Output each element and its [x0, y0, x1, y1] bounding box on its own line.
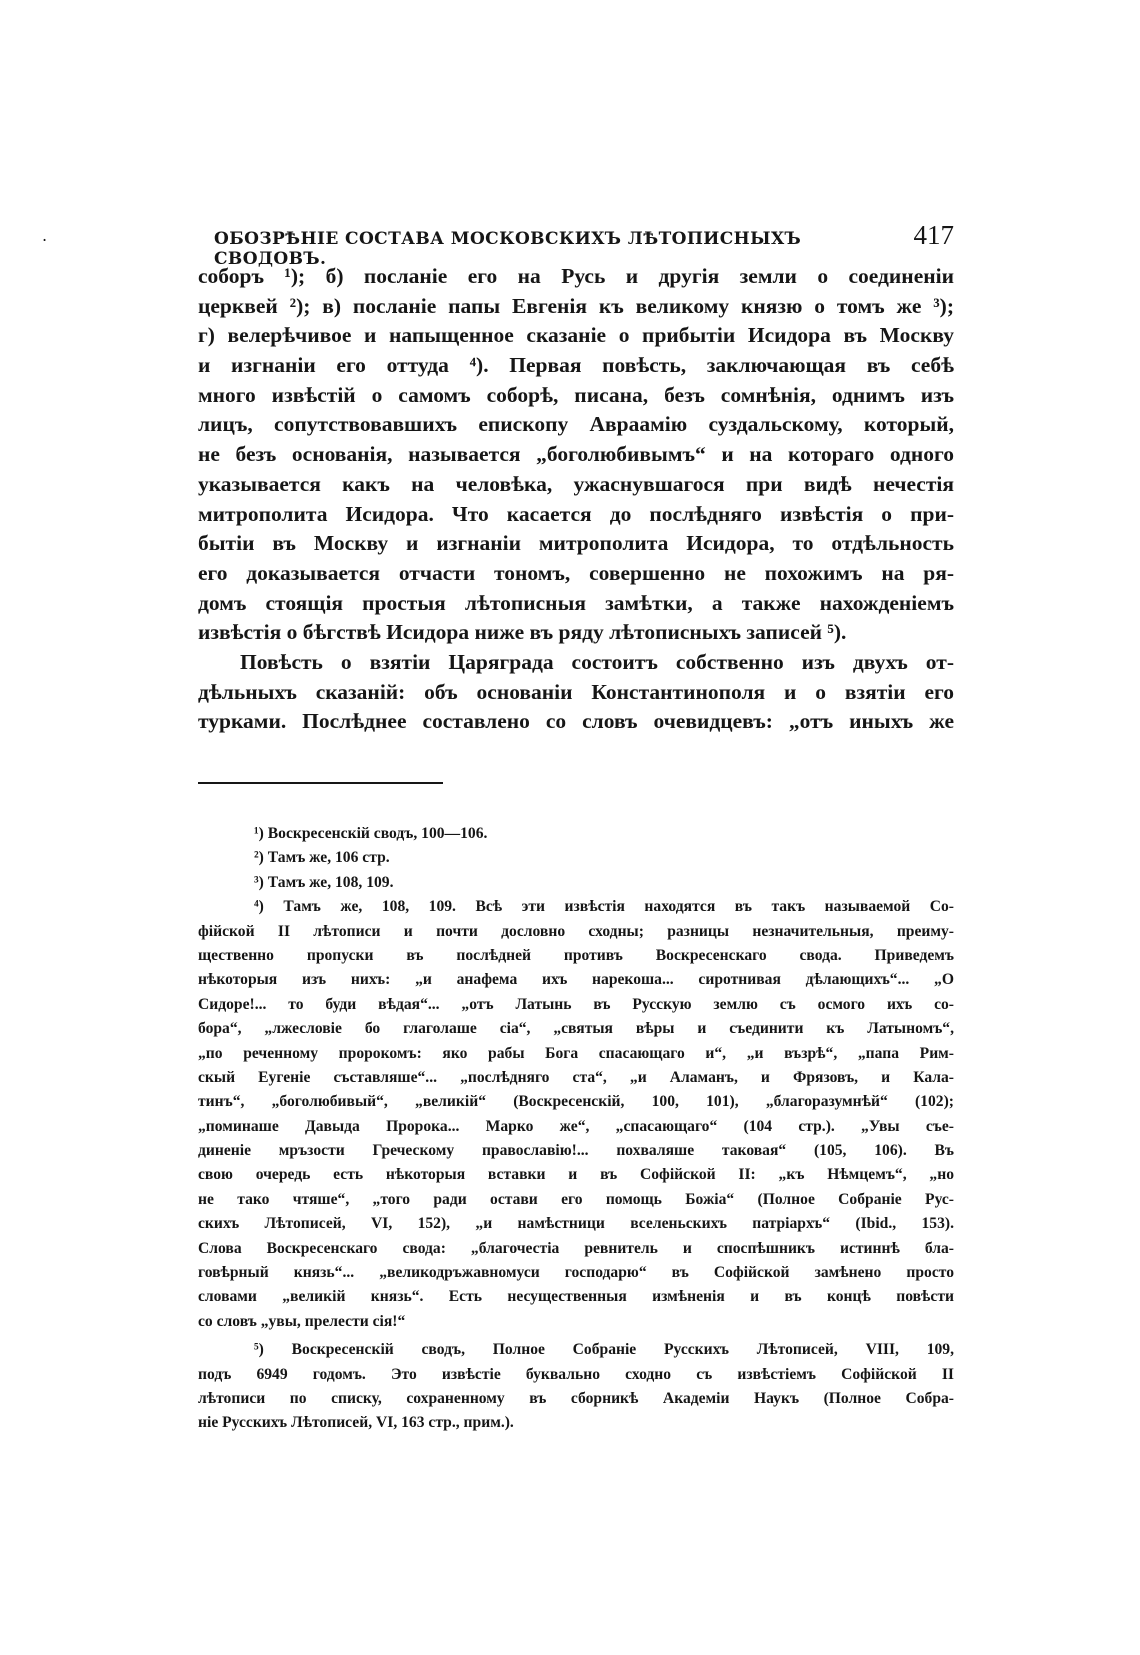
header-mark: .	[42, 226, 48, 245]
footnote-line: фійской II лѣтописи и почти дословно сходны; разницы незначительныя, преиму-	[198, 922, 954, 940]
text-line: указывается какъ на человѣка, ужаснувшагося при видѣ нечестія	[198, 471, 954, 496]
footnote-line: щественно пропуски въ послѣдней противъ Воскресенскаго свода. Приведемъ	[198, 946, 954, 964]
footnote-line: ⁵) Воскресенскій сводъ, Полное Собраніе Русскихъ Лѣтописей, VIII, 109,	[254, 1341, 954, 1359]
footnote-line: Слова Воскресенскаго свода: „благочестіа ревнитель и споспѣшникъ истиннѣ бла-	[198, 1239, 954, 1257]
footnote-line: свою очередь есть нѣкоторыя вставки и въ Софійской II: „къ Нѣмцемъ“, „но	[198, 1166, 954, 1184]
footnote-line: ніе Русскихъ Лѣтописей, VI, 163 стр., прим.).	[198, 1414, 514, 1432]
footnotes	[198, 822, 954, 1436]
footnote-line: ¹) Воскресенскій сводъ, 100—106.	[254, 825, 488, 842]
footnote-line: Сидоре!... то буди вѣдая“... „отъ Латынь въ Русскую землю съ осмого ихъ со-	[198, 995, 954, 1013]
text-line: не безъ основанія, называется „боголюбивымъ“ и на котораго одного	[198, 442, 954, 467]
text-line: и изгнаніи его оттуда ⁴). Первая повѣсть, заключающая въ себѣ	[198, 353, 954, 378]
footnote-line: лѣтописи по списку, сохраненному въ сборникѣ Академіи Наукъ (Полное Собра-	[198, 1389, 954, 1407]
footnote-line: не тако чтяше“, „того ради остави его помощь Божіа“ (Полное Собраніе Рус-	[198, 1190, 954, 1208]
footnote-line: ²) Тамъ же, 106 стр.	[254, 849, 390, 867]
text-line: митрополита Исидора. Что касается до послѣдняго извѣстія о при-	[198, 501, 954, 526]
text-line: домъ стоящія простыя лѣтописныя замѣтки, а также нахожденіемъ	[198, 590, 954, 615]
text-line: соборъ ¹); б) посланіе его на Русь и другія земли о соединеніи	[198, 264, 954, 288]
text-line: бытіи въ Москву и изгнаніи митрополита Исидора, то отдѣльность	[198, 531, 954, 556]
text-line: много извѣстій о самомъ соборѣ, писана, безъ сомнѣнія, однимъ изъ	[198, 382, 954, 407]
text-line: церквей ²); в) посланіе папы Евгенія къ великому князю о томъ же ³);	[198, 293, 954, 318]
footnote-line: ³) Тамъ же, 108, 109.	[254, 873, 394, 891]
footnote-line: скый Еугеніе съставляше“... „послѣдняго ста“, „и Аламанъ, и Фрязовъ, и Кала-	[198, 1068, 954, 1086]
footnote-line: говѣрный князь“... „великодръжавномуси господарю“ въ Софійской замѣнено просто	[198, 1264, 954, 1282]
footnote-line: ⁴) Тамъ же, 108, 109. Всѣ эти извѣстія находятся въ такъ называемой Со-	[254, 898, 954, 916]
footnote-line: подъ 6949 годомъ. Это извѣстіе буквально сходно съ извѣстіемъ Софійской II	[198, 1365, 954, 1383]
footnote-divider	[198, 782, 443, 784]
footnote-line: нѣкоторыя изъ нихъ: „и анафема ихъ нарекоша... сиротнивая дѣлающихъ“... „О	[198, 971, 954, 989]
text-line: Повѣсть о взятіи Царяграда состоитъ собственно изъ двухъ от-	[240, 649, 954, 674]
footnote-line: словами „великій князь“. Есть несущественныя измѣненія и въ концѣ повѣсти	[198, 1288, 954, 1306]
footnote-line: „поминаше Давыда Пророка... Марко же“, „спасающаго“ (104 стр.). „Увы съе-	[198, 1117, 954, 1135]
text-line: турками. Послѣднее составлено со словъ очевидцевъ: „отъ иныхъ же	[198, 709, 954, 734]
running-header	[198, 220, 954, 269]
running-header-title: ОБОЗРѢНІЕ СОСТАВА МОСКОВСКИХЪ ЛѢТОПИСНЫХЪ СВОДОВЪ.	[214, 229, 802, 269]
footnote-line: тинъ“, „боголюбивый“, „великій“ (Воскресенскій, 100, 101), „благоразумнѣй“ (102);	[198, 1093, 954, 1111]
footnote-line: „по реченному пророкомъ: яко рабы Бога спасающаго и“, „и възрѣ“, „папа Рим-	[198, 1044, 954, 1062]
text-line: г) велерѣчивое и напыщенное сказаніе о прибытіи Исидора въ Москву	[198, 323, 954, 348]
footnote-line: со словъ „увы, прелести сія!“	[198, 1312, 406, 1330]
footnote-line: диненіе мръзости Греческому православію!... похваляше таковая“ (105, 106). Въ	[198, 1142, 954, 1160]
footnote-line: бора“, „лжесловіе бо глаголаше сіа“, „святыя вѣры и съединити къ Латыномъ“,	[198, 1020, 954, 1038]
text-line: его доказывается отчасти тономъ, совершенно не похожимъ на ря-	[198, 560, 954, 585]
text-line: лицъ, сопутствовавшихъ епископу Авраамію суздальскому, который,	[198, 412, 954, 437]
text-line: дѣльныхъ сказаній: объ основаніи Константинополя и о взятіи его	[198, 679, 954, 704]
page-number: 417	[913, 220, 954, 250]
text-line: извѣстія о бѣгствѣ Исидора ниже въ ряду лѣтописныхъ записей ⁵).	[198, 620, 847, 645]
footnote-line: скихъ Лѣтописей, VI, 152), „и намѣстници вселеньскихъ патріархъ“ (Ibid., 153).	[198, 1215, 954, 1233]
main-text	[198, 262, 954, 737]
